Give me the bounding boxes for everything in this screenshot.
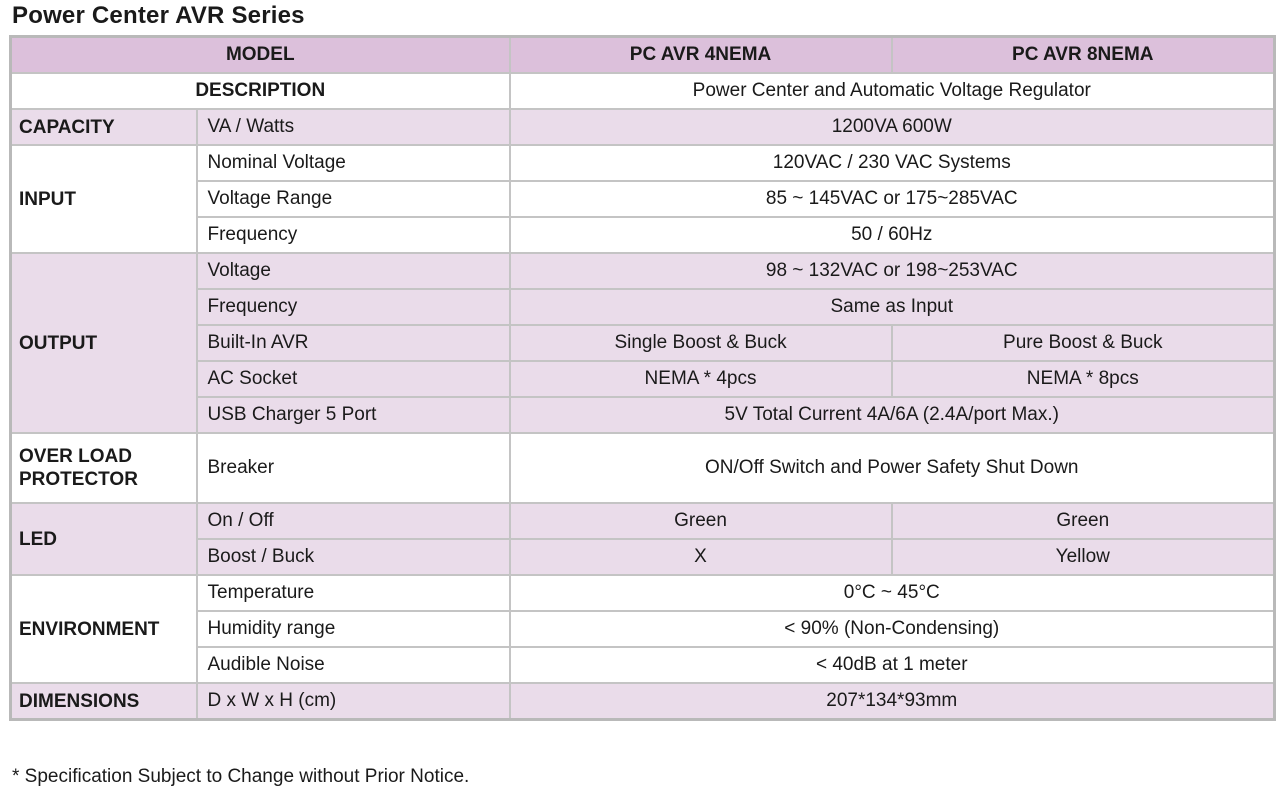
table-row [11,181,1275,217]
overload-value: ON/Off Switch and Power Safety Shut Down [510,433,1275,503]
input-value: 85 ~ 145VAC or 175~285VAC [510,181,1275,217]
led-label: LED [11,503,197,575]
table-row [11,253,1275,289]
led-value-8nema: Yellow [892,539,1275,575]
header-row [11,37,1275,74]
table-row [11,683,1275,720]
header-model: MODEL [11,37,510,74]
capacity-param: VA / Watts [197,109,510,145]
table-row [11,109,1275,145]
led-param: Boost / Buck [197,539,510,575]
overload-label: OVER LOAD PROTECTOR [11,433,197,503]
environment-param: Humidity range [197,611,510,647]
table-row [11,145,1275,181]
table-row [11,611,1275,647]
dimensions-value: 207*134*93mm [510,683,1275,720]
led-value-8nema: Green [892,503,1275,539]
output-value-8nema: Pure Boost & Buck [892,325,1275,361]
output-param: Voltage [197,253,510,289]
output-value-8nema: NEMA * 8pcs [892,361,1275,397]
spec-table [9,35,1276,721]
led-value-4nema: Green [510,503,892,539]
table-row [11,503,1275,539]
output-param: USB Charger 5 Port [197,397,510,433]
description-value: Power Center and Automatic Voltage Regulator [510,73,1275,109]
output-label: OUTPUT [11,253,197,433]
table-row [11,539,1275,575]
input-value: 50 / 60Hz [510,217,1275,253]
environment-value: < 90% (Non-Condensing) [510,611,1275,647]
table-row [11,361,1275,397]
table-row [11,73,1275,109]
footnote: * Specification Subject to Change without Prior Notice. [12,766,470,787]
description-label: DESCRIPTION [11,73,510,109]
table-row [11,289,1275,325]
output-value: Same as Input [510,289,1275,325]
led-value-4nema: X [510,539,892,575]
environment-param: Temperature [197,575,510,611]
table-row [11,575,1275,611]
overload-param: Breaker [197,433,510,503]
table-row [11,647,1275,683]
table-row [11,397,1275,433]
header-pc-avr-4nema: PC AVR 4NEMA [510,37,892,74]
output-value-4nema: NEMA * 4pcs [510,361,892,397]
capacity-label: CAPACITY [11,109,197,145]
environment-value: 0°C ~ 45°C [510,575,1275,611]
output-value: 5V Total Current 4A/6A (2.4A/port Max.) [510,397,1275,433]
dimensions-param: D x W x H (cm) [197,683,510,720]
output-param: Frequency [197,289,510,325]
environment-param: Audible Noise [197,647,510,683]
page-title: Power Center AVR Series [12,2,305,29]
dimensions-label: DIMENSIONS [11,683,197,720]
environment-value: < 40dB at 1 meter [510,647,1275,683]
input-param: Nominal Voltage [197,145,510,181]
input-label: INPUT [11,145,197,253]
capacity-value: 1200VA 600W [510,109,1275,145]
output-value: 98 ~ 132VAC or 198~253VAC [510,253,1275,289]
table-row [11,325,1275,361]
input-param: Voltage Range [197,181,510,217]
input-param: Frequency [197,217,510,253]
table-row [11,433,1275,503]
table-row [11,217,1275,253]
led-param: On / Off [197,503,510,539]
output-param: Built-In AVR [197,325,510,361]
output-value-4nema: Single Boost & Buck [510,325,892,361]
input-value: 120VAC / 230 VAC Systems [510,145,1275,181]
header-pc-avr-8nema: PC AVR 8NEMA [892,37,1275,74]
output-param: AC Socket [197,361,510,397]
environment-label: ENVIRONMENT [11,575,197,683]
